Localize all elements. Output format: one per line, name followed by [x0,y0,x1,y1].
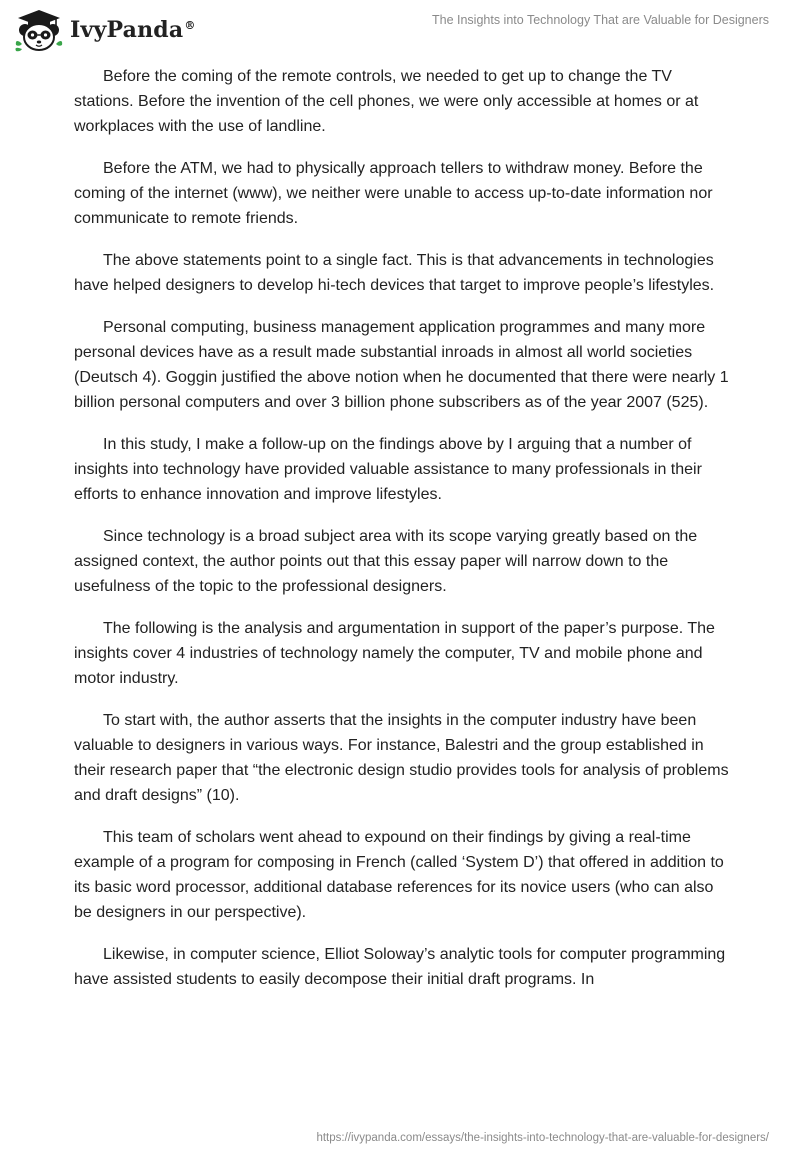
paragraph: Before the ATM, we had to physically approach tellers to withdraw money. Before the coming of the internet (www), we neither were unable to access up-to-date information nor communicate to remote friends. [74,160,713,227]
paragraph: In this study, I make a follow-up on the findings above by I arguing that a number of insights into technology have provided valuable assistance to many professionals in their efforts to enhance innovation and improve lifestyles. [74,436,702,503]
paragraph: Before the coming of the remote controls, we needed to get up to change the TV stations. Before the invention of the cell phones, we were only accessible at homes or at workplaces with the use of landline. [74,68,699,135]
document-title: The Insights into Technology That are Valuable for Designers [431,13,769,27]
paragraph: The above statements point to a single fact. This is that advancements in technologies have helped designers to develop hi-tech devices that target to improve people’s lifestyles. [74,252,715,294]
paragraph: Since technology is a broad subject area with its scope varying greatly based on the assigned context, the author points out that this essay paper will narrow down to the usefulness of the topic to the professional designers. [74,528,698,595]
ivypanda-logo[interactable] [14,8,196,52]
source-url-link[interactable]: https://ivypanda.com/essays/the-insights-into-technology-that-are-valuable-for-designers/ [316,1132,769,1144]
paragraph: Likewise, in computer science, Elliot Soloway’s analytic tools for computer programming have assisted students to easily decompose their initial draft programs. In [74,946,726,988]
paragraph: This team of scholars went ahead to expound on their findings by giving a real-time example of a program for composing in French (called ‘System D’) that offered in addition to its basic word processor, additional database references for its novice users (who can also be designers in our perspective). [74,829,724,921]
paragraph: Personal computing, business management application programmes and many more personal devices have as a result made substantial inroads in almost all world societies (Deutsch 4). Goggin justified the above notion when he documented that there were nearly 1 billion personal computers and over 3 billion phone subscribers as of the year 2007 (525). [74,319,729,411]
paragraph: To start with, the author asserts that the insights in the computer industry have been valuable to designers in various ways. For instance, Balestri and the group established in their research paper that “the electronic design studio provides tools for analysis of problems and draft designs” (10). [74,712,729,804]
panda-graduate-icon [14,8,64,52]
brand-name: IvyPanda® [70,17,196,43]
page-header [0,0,800,60]
essay-body [74,64,734,1009]
paragraph: The following is the analysis and argumentation in support of the paper’s purpose. The insights cover 4 industries of technology namely the computer, TV and mobile phone and motor industry. [74,620,715,687]
